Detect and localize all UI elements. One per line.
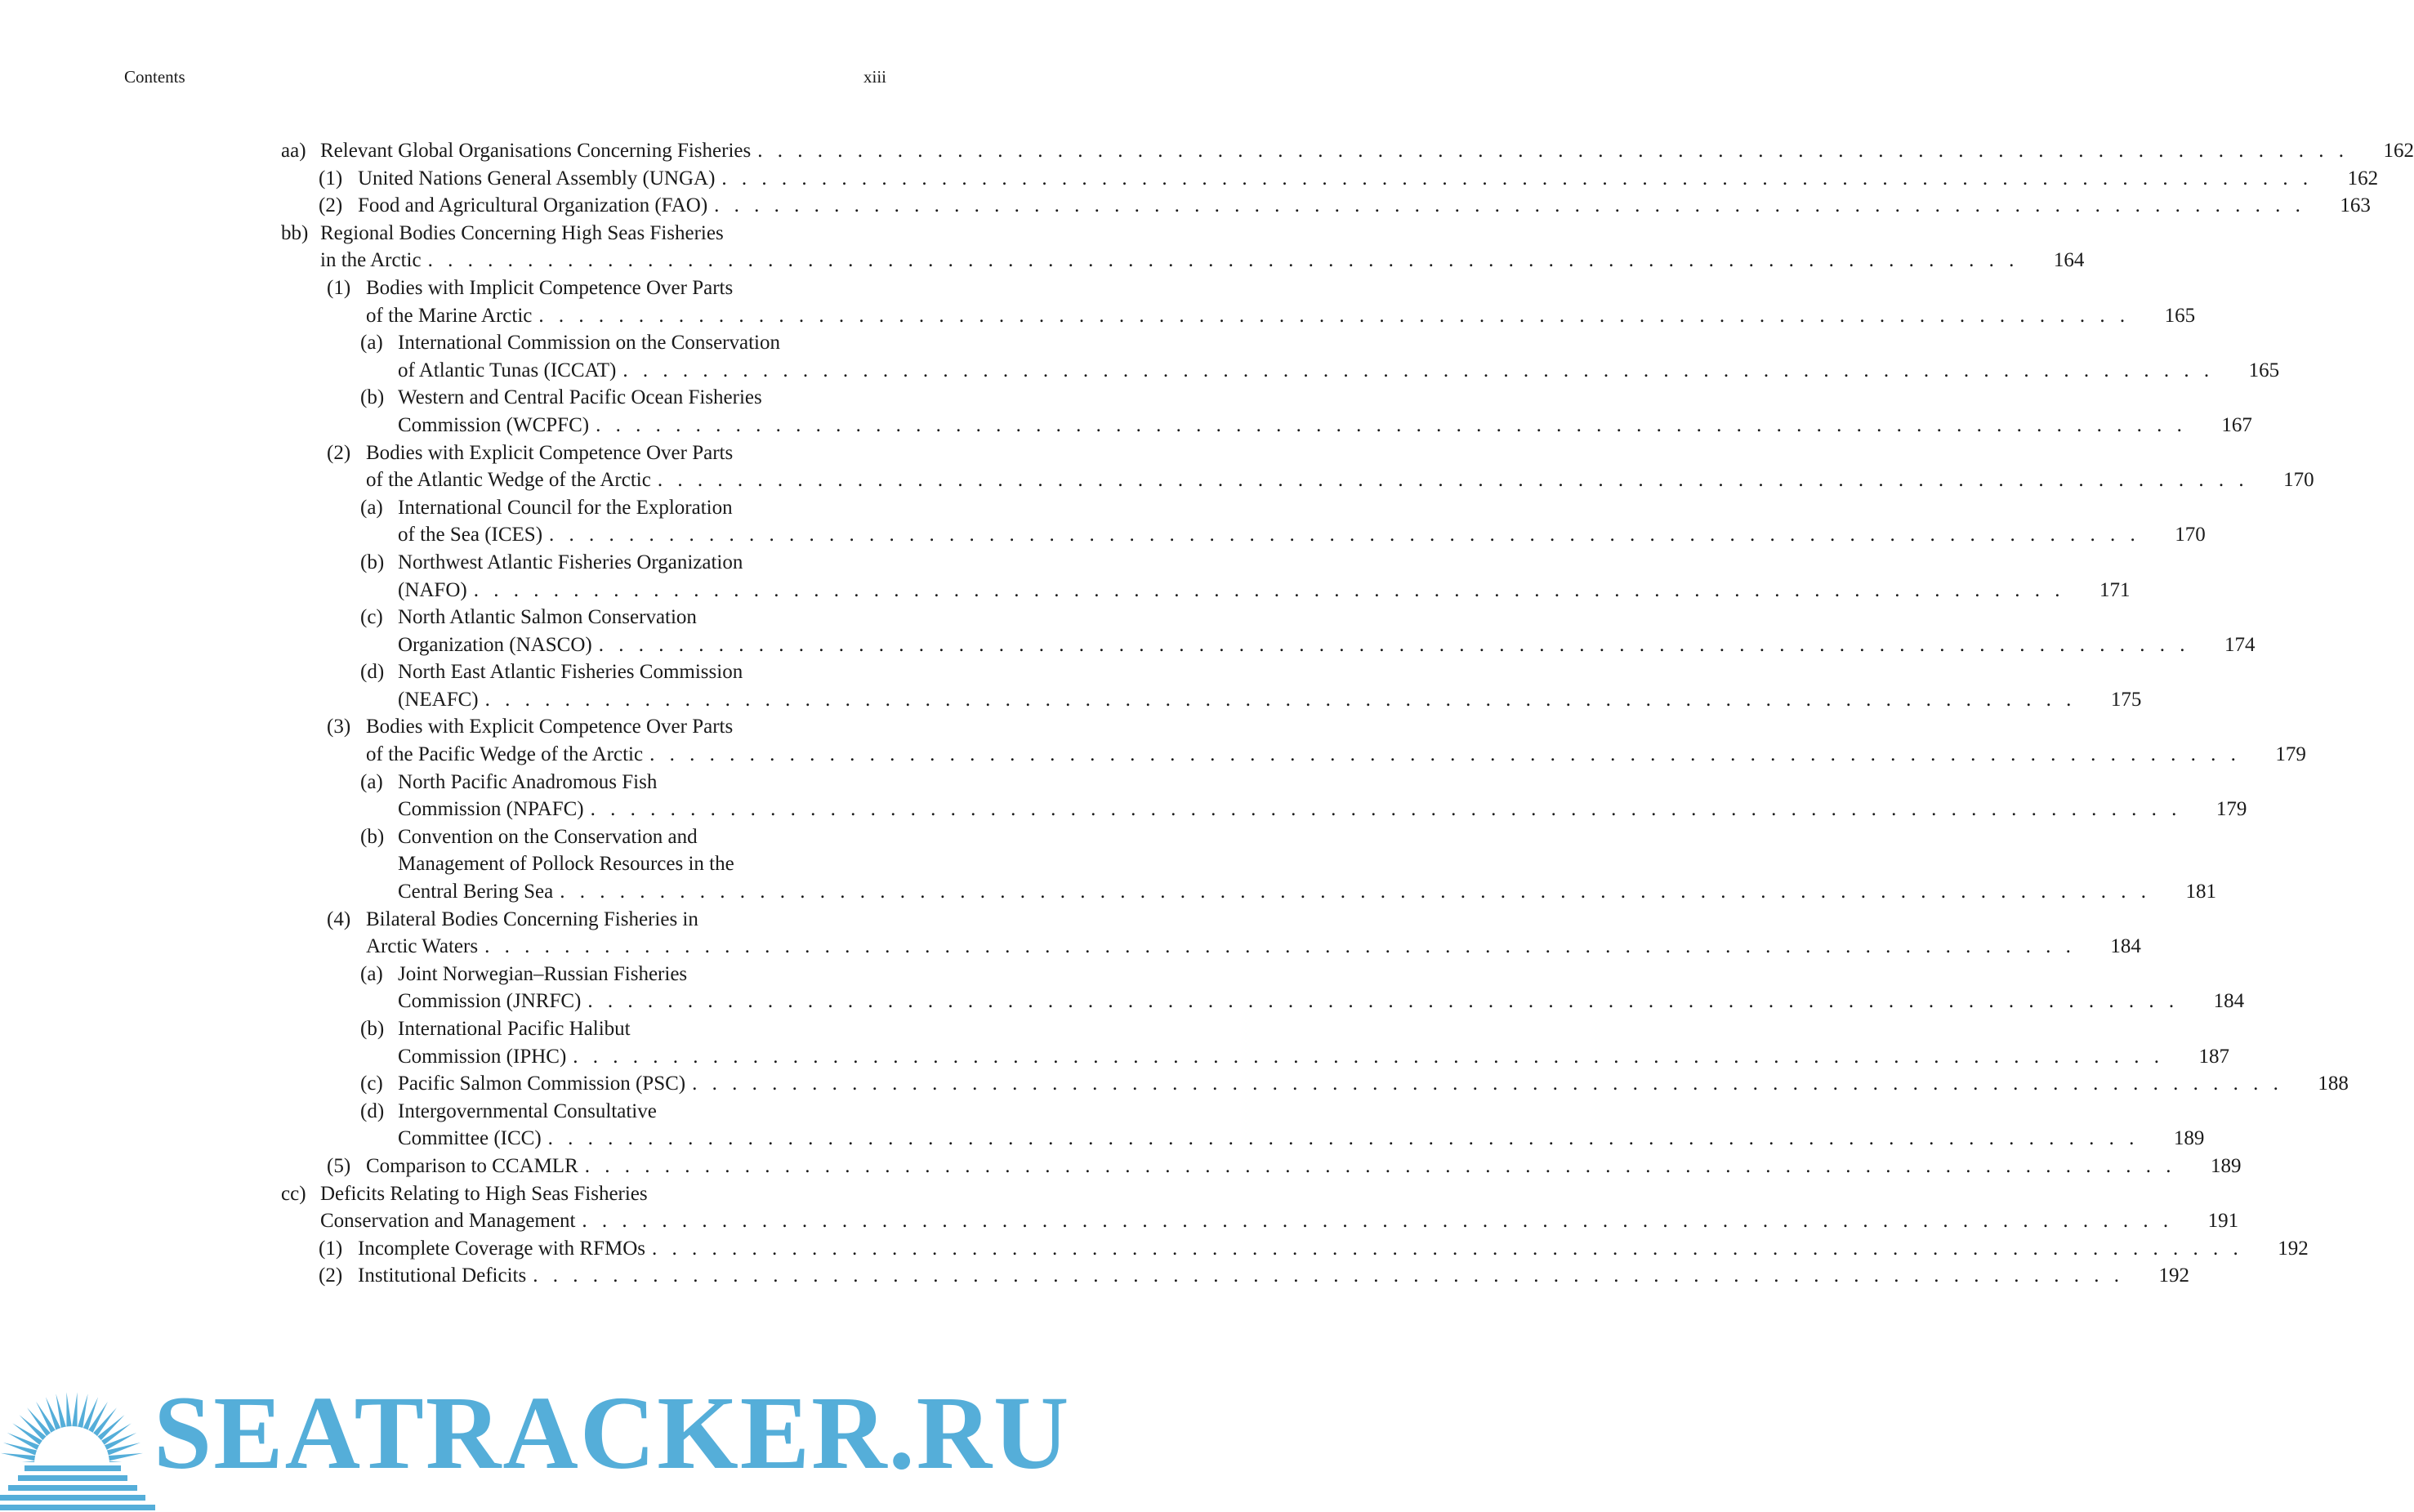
toc-entry-title: Bodies with Explicit Competence Over Parts bbox=[366, 441, 734, 464]
toc-entry-title: Comparison to CCAMLR bbox=[366, 1154, 578, 1177]
toc-entry[interactable] bbox=[281, 384, 2252, 439]
toc-entry-marker: (4) bbox=[327, 908, 351, 930]
toc-entry[interactable] bbox=[281, 604, 2256, 658]
toc-entry-title: Food and Agricultural Organization (FAO) bbox=[358, 194, 708, 217]
toc-entry-page: 162 bbox=[2383, 140, 2414, 162]
toc-entry-page: 163 bbox=[2340, 194, 2371, 217]
toc-entry-page: 174 bbox=[2224, 633, 2256, 656]
toc-entry-title: Joint Norwegian–Russian Fisheries bbox=[398, 962, 688, 985]
toc-entry-title: North Pacific Anadromous Fish bbox=[398, 770, 658, 793]
toc-entry-title: Convention on the Conservation and bbox=[398, 825, 698, 848]
toc-entry-marker: (1) bbox=[319, 1237, 343, 1260]
toc-entry-title: United Nations General Assembly (UNGA) bbox=[358, 167, 716, 190]
toc-entry-marker: aa) bbox=[281, 140, 306, 162]
page-number: xiii bbox=[863, 67, 886, 87]
toc-entry[interactable] bbox=[281, 906, 2141, 961]
leader-dots: . . . . . . . . . . . . . . . . . . . . . . . . . . . . . . . . . . . . . . . . . . . . . . . . . . . . . . . . . . . . . . . . . . . . . . . . . . . . . . . . bbox=[560, 881, 2151, 903]
toc-entry[interactable] bbox=[281, 823, 2216, 906]
toc-entry-title: Arctic Waters bbox=[366, 935, 479, 958]
toc-entry-page: 167 bbox=[2221, 413, 2252, 436]
toc-entry[interactable] bbox=[281, 220, 2085, 274]
leader-dots: . . . . . . . . . . . . . . . . . . . . . . . . . . . . . . . . . . . . . . . . . . . . . . . . . . . . . . . . . . . . . . . . . . . . . . . . . . . . . . . . bbox=[582, 1210, 2174, 1233]
toc-entry-page: 165 bbox=[2248, 359, 2280, 381]
toc-entry-marker: (c) bbox=[360, 1073, 383, 1095]
leader-dots: . . . . . . . . . . . . . . . . . . . . . . . . . . . . . . . . . . . . . . . . . . . . . . . . . . . . . . . . . . . . . . . . . . . . . . . . . . . . . . . . bbox=[721, 167, 2314, 190]
toc-entry-marker: (a) bbox=[360, 962, 383, 985]
toc-entry[interactable] bbox=[281, 1262, 2189, 1290]
leader-dots: . . . . . . . . . . . . . . . . . . . . . . . . . . . . . . . . . . . . . . . . . . . . . . . . . . . . . . . . . . . . . . . . . . . . . . . . . . . . . . . . bbox=[549, 524, 2140, 546]
leader-dots: . . . . . . . . . . . . . . . . . . . . . . . . . . . . . . . . . . . . . . . . . . . . . . . . . . . . . . . . . . . . . . . . . . . . . . . . . . . . . . . . bbox=[427, 249, 2019, 272]
leader-dots: . . . . . . . . . . . . . . . . . . . . . . . . . . . . . . . . . . . . . . . . . . . . . . . . . . . . . . . . . . . . . . . . . . . . . . . . . . . . . . . . bbox=[692, 1073, 2283, 1095]
toc-entry-title: Organization (NASCO) bbox=[398, 633, 592, 656]
leader-dots: . . . . . . . . . . . . . . . . . . . . . . . . . . . . . . . . . . . . . . . . . . . . . . . . . . . . . . . . . . . . . . . . . . . . . . . . . . . . . . . . bbox=[657, 469, 2249, 492]
toc-entry-marker: (b) bbox=[360, 1018, 385, 1040]
sunburst-ray bbox=[71, 1392, 77, 1431]
toc-entry-title: Commission (NPAFC) bbox=[398, 798, 584, 821]
toc-entry-title: Relevant Global Organisations Concerning Fisheries bbox=[320, 140, 752, 162]
leader-dots: . . . . . . . . . . . . . . . . . . . . . . . . . . . . . . . . . . . . . . . . . . . . . . . . . . . . . . . . . . . . . . . . . . . . . . . . . . . . . . . . bbox=[757, 140, 2349, 162]
toc-entry-marker: (c) bbox=[360, 606, 383, 629]
leader-dots: . . . . . . . . . . . . . . . . . . . . . . . . . . . . . . . . . . . . . . . . . . . . . . . . . . . . . . . . . . . . . . . . . . . . . . . . . . . . . . . . bbox=[590, 798, 2182, 821]
toc-entry-marker: (a) bbox=[360, 496, 383, 519]
leader-dots: . . . . . . . . . . . . . . . . . . . . . . . . . . . . . . . . . . . . . . . . . . . . . . . . . . . . . . . . . . . . . . . . . . . . . . . . . . . . . . . . bbox=[596, 413, 2187, 436]
toc-entry[interactable] bbox=[281, 439, 2314, 494]
leader-dots: . . . . . . . . . . . . . . . . . . . . . . . . . . . . . . . . . . . . . . . . . . . . . . . . . . . . . . . . . . . . . . . . . . . . . . . . . . . . . . . . bbox=[714, 194, 2305, 217]
toc-entry-title: Incomplete Coverage with RFMOs bbox=[358, 1237, 646, 1260]
leader-dots: . . . . . . . . . . . . . . . . . . . . . . . . . . . . . . . . . . . . . . . . . . . . . . . . . . . . . . . . . . . . . . . . . . . . . . . . . . . . . . . . bbox=[573, 1045, 2165, 1068]
toc-entry[interactable] bbox=[281, 1180, 2239, 1235]
toc-entry-page: 192 bbox=[2158, 1264, 2189, 1287]
leader-dots: . . . . . . . . . . . . . . . . . . . . . . . . . . . . . . . . . . . . . . . . . . . . . . . . . . . . . . . . . . . . . . . . . . . . . . . . . . . . . . . . bbox=[533, 1264, 2124, 1287]
toc-entry-title: (NEAFC) bbox=[398, 688, 479, 711]
toc-entry-marker: (1) bbox=[327, 276, 351, 299]
running-header bbox=[124, 67, 886, 87]
toc-entry-marker: (b) bbox=[360, 386, 385, 409]
leader-dots: . . . . . . . . . . . . . . . . . . . . . . . . . . . . . . . . . . . . . . . . . . . . . . . . . . . . . . . . . . . . . . . . . . . . . . . . . . . . . . . . bbox=[484, 935, 2076, 958]
leader-dots: . . . . . . . . . . . . . . . . . . . . . . . . . . . . . . . . . . . . . . . . . . . . . . . . . . . . . . . . . . . . . . . . . . . . . . . . . . . . . . . . bbox=[622, 359, 2215, 381]
toc-entry[interactable] bbox=[281, 192, 2371, 220]
toc-entry-title: Bodies with Implicit Competence Over Parts bbox=[366, 276, 734, 299]
toc-entry-title: Pacific Salmon Commission (PSC) bbox=[398, 1073, 686, 1095]
toc-entry-page: 179 bbox=[2275, 743, 2306, 766]
toc-entry-page: 162 bbox=[2347, 167, 2379, 190]
toc-entry-title: Northwest Atlantic Fisheries Organization bbox=[398, 551, 743, 573]
toc-entry[interactable] bbox=[281, 274, 2196, 329]
toc-entry-marker: (d) bbox=[360, 661, 385, 684]
toc-entry-title: Management of Pollock Resources in the bbox=[398, 853, 734, 876]
toc-entry-marker: (2) bbox=[319, 194, 343, 217]
leader-dots: . . . . . . . . . . . . . . . . . . . . . . . . . . . . . . . . . . . . . . . . . . . . . . . . . . . . . . . . . . . . . . . . . . . . . . . . . . . . . . . . bbox=[538, 304, 2131, 327]
toc-entry-title: Commission (JNRFC) bbox=[398, 990, 582, 1013]
leader-dots: . . . . . . . . . . . . . . . . . . . . . . . . . . . . . . . . . . . . . . . . . . . . . . . . . . . . . . . . . . . . . . . . . . . . . . . . . . . . . . . . bbox=[598, 633, 2190, 656]
toc-entry-marker: (1) bbox=[319, 167, 343, 190]
toc-entry[interactable] bbox=[281, 1235, 2309, 1263]
toc-entry-title: International Commission on the Conservation bbox=[398, 332, 780, 355]
leader-dots: . . . . . . . . . . . . . . . . . . . . . . . . . . . . . . . . . . . . . . . . . . . . . . . . . . . . . . . . . . . . . . . . . . . . . . . . . . . . . . . . bbox=[547, 1127, 2140, 1150]
toc-entry-title: of the Pacific Wedge of the Arctic bbox=[366, 743, 644, 766]
table-of-contents bbox=[281, 137, 2414, 1290]
toc-entry-title: Regional Bodies Concerning High Seas Fisheries bbox=[320, 221, 724, 244]
toc-entry-page: 181 bbox=[2185, 881, 2216, 903]
toc-entry-marker: (a) bbox=[360, 332, 383, 355]
toc-entry-title: Commission (IPHC) bbox=[398, 1045, 567, 1068]
sunburst-logo-icon bbox=[0, 1380, 155, 1512]
toc-entry-marker: (2) bbox=[319, 1264, 343, 1287]
toc-entry-page: 171 bbox=[2099, 578, 2131, 601]
toc-entry-marker: (5) bbox=[327, 1154, 351, 1177]
sunburst-ray bbox=[66, 1392, 72, 1431]
toc-entry-marker: bb) bbox=[281, 221, 309, 244]
toc-entry-page: 175 bbox=[2110, 688, 2142, 711]
leader-dots: . . . . . . . . . . . . . . . . . . . . . . . . . . . . . . . . . . . . . . . . . . . . . . . . . . . . . . . . . . . . . . . . . . . . . . . . . . . . . . . . bbox=[484, 688, 2077, 711]
toc-entry-page: 191 bbox=[2207, 1210, 2239, 1233]
toc-entry-title: of the Atlantic Wedge of the Arctic bbox=[366, 469, 651, 492]
toc-entry-title: Bodies with Explicit Competence Over Parts bbox=[366, 716, 734, 738]
running-header-title: Contents bbox=[124, 67, 185, 87]
toc-entry-page: 189 bbox=[2211, 1154, 2242, 1177]
toc-entry[interactable] bbox=[281, 137, 2414, 165]
toc-entry[interactable] bbox=[281, 549, 2131, 604]
toc-entry-title: Deficits Relating to High Seas Fisheries bbox=[320, 1182, 648, 1205]
toc-entry-title: Bilateral Bodies Concerning Fisheries in bbox=[366, 908, 698, 930]
toc-entry-page: 170 bbox=[2283, 469, 2314, 492]
toc-entry-page: 165 bbox=[2164, 304, 2196, 327]
toc-entry-marker: (d) bbox=[360, 1099, 385, 1122]
toc-entry-title: Committee (ICC) bbox=[398, 1127, 542, 1150]
toc-entry[interactable] bbox=[281, 1153, 2242, 1180]
toc-entry-page: 188 bbox=[2318, 1073, 2349, 1095]
toc-entry[interactable] bbox=[281, 769, 2247, 823]
toc-entry-title: Conservation and Management bbox=[320, 1210, 576, 1233]
toc-entry-page: 170 bbox=[2175, 524, 2206, 546]
leader-dots: . . . . . . . . . . . . . . . . . . . . . . . . . . . . . . . . . . . . . . . . . . . . . . . . . . . . . . . . . . . . . . . . . . . . . . . . . . . . . . . . bbox=[473, 578, 2065, 601]
toc-entry-page: 184 bbox=[2213, 990, 2245, 1013]
toc-entry-title: of the Sea (ICES) bbox=[398, 524, 543, 546]
toc-entry-marker: (b) bbox=[360, 551, 385, 573]
toc-entry[interactable] bbox=[281, 329, 2280, 384]
toc-entry-page: 187 bbox=[2198, 1045, 2230, 1068]
leader-dots: . . . . . . . . . . . . . . . . . . . . . . . . . . . . . . . . . . . . . . . . . . . . . . . . . . . . . . . . . . . . . . . . . . . . . . . . . . . . . . . . bbox=[652, 1237, 2243, 1260]
toc-entry-title: Commission (WCPFC) bbox=[398, 413, 590, 436]
toc-entry-title: International Pacific Halibut bbox=[398, 1018, 631, 1040]
toc-entry-marker: (b) bbox=[360, 825, 385, 848]
toc-entry-title: Central Bering Sea bbox=[398, 881, 554, 903]
toc-entry[interactable] bbox=[281, 1098, 2205, 1153]
toc-entry-page: 164 bbox=[2053, 249, 2085, 272]
toc-entry-page: 179 bbox=[2215, 798, 2247, 821]
toc-entry-marker: (3) bbox=[327, 716, 351, 738]
watermark-text: SEATRACKER.RU bbox=[154, 1375, 1071, 1491]
toc-entry-page: 189 bbox=[2173, 1127, 2205, 1150]
toc-entry-page: 184 bbox=[2110, 935, 2141, 958]
toc-entry-title: in the Arctic bbox=[320, 249, 422, 272]
toc-entry-page: 192 bbox=[2278, 1237, 2309, 1260]
toc-entry-marker: cc) bbox=[281, 1182, 306, 1205]
toc-entry-title: (NAFO) bbox=[398, 578, 467, 601]
toc-entry-title: of Atlantic Tunas (ICCAT) bbox=[398, 359, 617, 381]
toc-entry-title: Western and Central Pacific Ocean Fisheries bbox=[398, 386, 762, 409]
leader-dots: . . . . . . . . . . . . . . . . . . . . . . . . . . . . . . . . . . . . . . . . . . . . . . . . . . . . . . . . . . . . . . . . . . . . . . . . . . . . . . . . bbox=[584, 1154, 2176, 1177]
toc-entry-title: of the Marine Arctic bbox=[366, 304, 533, 327]
toc-entry[interactable] bbox=[281, 658, 2142, 713]
leader-dots: . . . . . . . . . . . . . . . . . . . . . . . . . . . . . . . . . . . . . . . . . . . . . . . . . . . . . . . . . . . . . . . . . . . . . . . . . . . . . . . . bbox=[587, 990, 2180, 1013]
leader-dots: . . . . . . . . . . . . . . . . . . . . . . . . . . . . . . . . . . . . . . . . . . . . . . . . . . . . . . . . . . . . . . . . . . . . . . . . . . . . . . . . bbox=[649, 743, 2241, 766]
toc-entry[interactable] bbox=[281, 165, 2379, 193]
toc-entry-title: Intergovernmental Consultative bbox=[398, 1099, 657, 1122]
toc-entry[interactable] bbox=[281, 1070, 2349, 1098]
toc-entry-title: Institutional Deficits bbox=[358, 1264, 527, 1287]
toc-entry-marker: (2) bbox=[327, 441, 351, 464]
toc-entry[interactable] bbox=[281, 494, 2206, 549]
watermark bbox=[0, 1375, 1071, 1512]
toc-entry-title: North East Atlantic Fisheries Commission bbox=[398, 661, 743, 684]
toc-entry[interactable] bbox=[281, 713, 2306, 768]
toc-entry-title: North Atlantic Salmon Conservation bbox=[398, 606, 697, 629]
toc-entry-marker: (a) bbox=[360, 770, 383, 793]
toc-entry-title: International Council for the Exploration bbox=[398, 496, 733, 519]
toc-entry[interactable] bbox=[281, 961, 2245, 1015]
toc-entry[interactable] bbox=[281, 1015, 2230, 1070]
